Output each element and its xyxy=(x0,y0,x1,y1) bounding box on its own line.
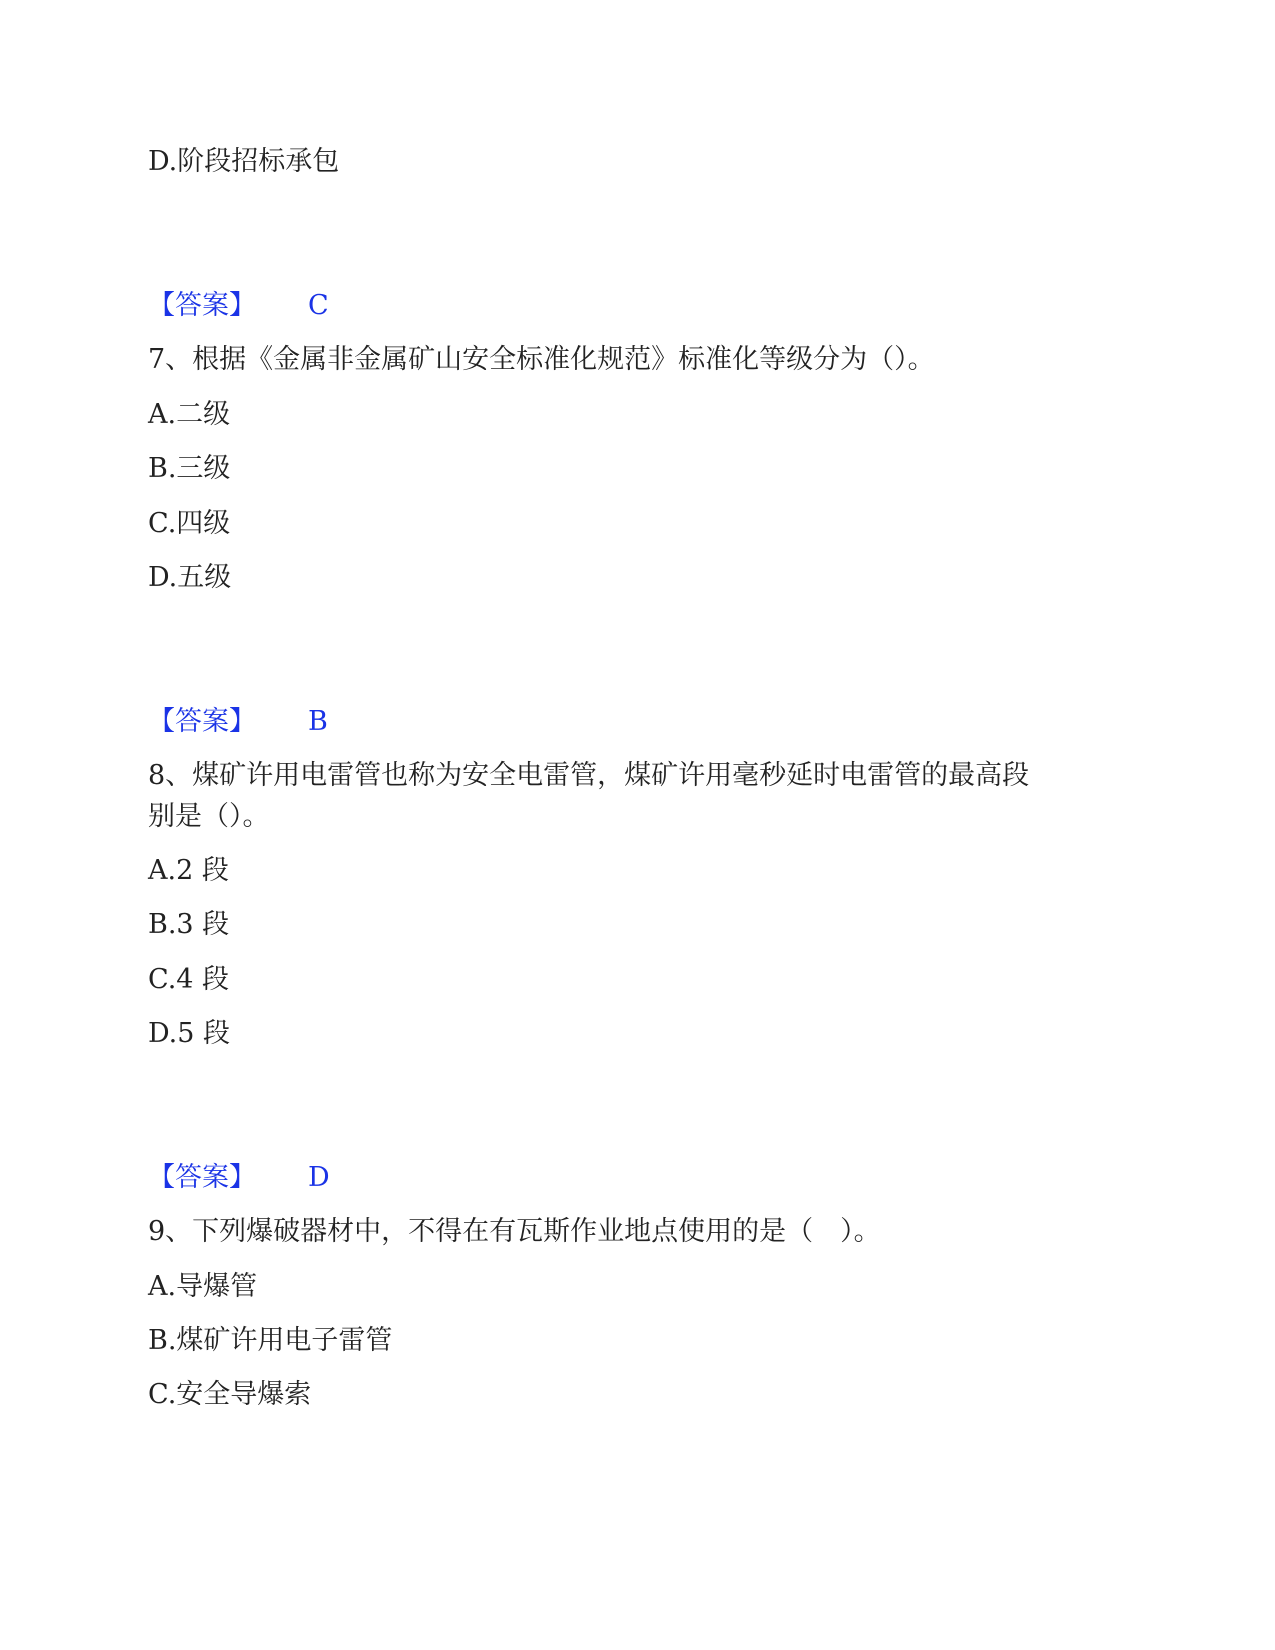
q8-answer xyxy=(148,1160,330,1196)
answer-label: 【答案】 xyxy=(148,706,256,737)
q9-option-a: A.导爆管 xyxy=(148,1271,258,1302)
prev-option-d: D.阶段招标承包 xyxy=(148,146,340,177)
prev-answer xyxy=(148,288,329,324)
q9-option-b: B.煤矿许用电子雷管 xyxy=(148,1325,393,1356)
q9-option-c: C.安全导爆索 xyxy=(148,1379,312,1410)
answer-value: B xyxy=(308,706,328,737)
answer-value: D xyxy=(308,1162,330,1193)
question-8-text-line2: 别是（）。 xyxy=(148,801,270,832)
q8-option-a: A.2 段 xyxy=(148,855,229,886)
answer-label: 【答案】 xyxy=(148,290,256,321)
q7-option-b: B.三级 xyxy=(148,453,231,484)
answer-value: C xyxy=(308,290,329,321)
q7-answer xyxy=(148,704,328,740)
question-8-text-line1: 8、煤矿许用电雷管也称为安全电雷管，煤矿许用毫秒延时电雷管的最高段 xyxy=(148,760,1030,791)
q8-option-d: D.5 段 xyxy=(148,1018,231,1049)
question-9-text: 9、下列爆破器材中，不得在有瓦斯作业地点使用的是（ ）。 xyxy=(148,1216,881,1247)
q7-option-d: D.五级 xyxy=(148,562,232,593)
q7-option-c: C.四级 xyxy=(148,508,231,539)
q8-option-c: C.4 段 xyxy=(148,964,230,995)
question-7-text: 7、根据《金属非金属矿山安全标准化规范》标准化等级分为（）。 xyxy=(148,344,935,375)
q7-option-a: A.二级 xyxy=(148,399,231,430)
q8-option-b: B.3 段 xyxy=(148,909,230,940)
answer-label: 【答案】 xyxy=(148,1162,256,1193)
